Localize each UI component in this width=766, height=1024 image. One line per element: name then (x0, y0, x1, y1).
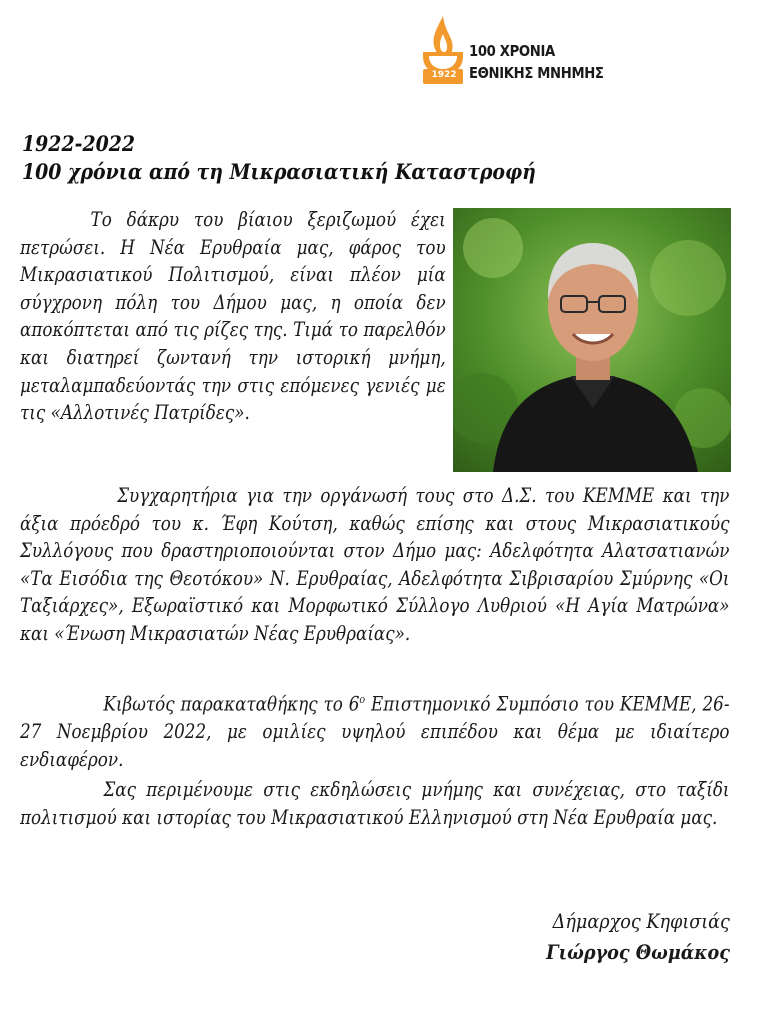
logo-line-1: 100 ΧΡΟΝΙΑ (469, 42, 555, 60)
mayor-portrait-photo (453, 208, 731, 472)
signature-title: Δήμαρχος Κηφισιάς (552, 909, 730, 933)
signature-block (521, 906, 730, 968)
logo-text (469, 40, 604, 84)
logo-line-2: ΕΘΝΙΚΗΣ ΜΝΗΜΗΣ (469, 64, 604, 82)
ordinal-superscript: ο (359, 693, 366, 706)
heading-title: 100 χρόνια από τη Μικρασιατική Καταστροφή (22, 159, 536, 184)
body-paragraph-2: Συγχαρητήρια για την οργάνωσή τους στο Δ.Σ. του ΚΕΜΜΕ και την άξια πρόεδρό του κ. Έφη Κούτση, καθώς επίσης και στους Μικρασιατικούς Συλλόγους που δραστηριοποιούνται στον Δήμο μας: Αδελφότητα Αλατσατιανών «Τα Εισόδια της Θεοτόκου» Ν. Ερυθραίας, Αδελφότητα Σιβρισαρίου Σμύρνης «Οι Ταξιάρχες», Εξωραϊστικό και Μορφωτικό Σύλλογο Λυθριού «Η Αγία Ματρώνα» και «Ένωση Μικρασιατών Νέας Ερυθραίας». (20, 484, 730, 645)
body-paragraph-1: Το δάκρυ του βίαιου ξεριζωμού έχει πετρώσει. Η Νέα Ερυθραία μας, φάρος του Μικρασιατικού Πολιτισμού, είναι πλέον μία σύγχρονη πόλη του Δήμου μας, η οποία δεν αποκόπτεται από τις ρίζες της. Τιμά το παρελθόν και διατηρεί ζωντανή την ιστορική μνήμη, μεταλαμπαδεύοντάς την στις επόμενες γενιές με τις «Αλλοτινές Πατρίδες». (20, 208, 446, 425)
body-paragraph-4: Σας περιμένουμε στις εκδηλώσεις μνήμης και συνέχειας, στο ταξίδι πολιτισμού και ιστορίας του Μικρασιατικού Ελληνισμού στη Νέα Ερυθραία μας. (20, 778, 730, 829)
logo-year: 1922 (431, 70, 457, 80)
signature-name: Γιώργος Θωμάκος (546, 940, 730, 964)
page-heading (22, 130, 536, 186)
paragraph-3-start: Κιβωτός παρακαταθήκης το 6 (103, 692, 360, 716)
body-paragraph-3 (20, 686, 730, 773)
anniversary-logo (419, 14, 629, 90)
heading-years: 1922-2022 (22, 131, 136, 156)
paragraph-3-end: Επιστημονικό Συμπόσιο του ΚΕΜΜΕ, 26-27 Νοεμβρίου 2022, με ομιλίες υψηλού επιπέδου και θέμα με ιδιαίτερο ενδιαφέρον. (20, 692, 730, 771)
